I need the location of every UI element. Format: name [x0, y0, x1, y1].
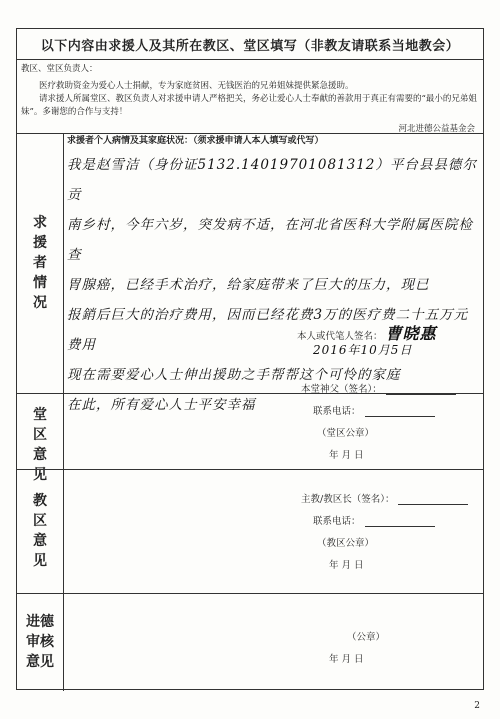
label-column-divider: [63, 133, 64, 691]
divider: [17, 59, 483, 60]
org-name: 河北进德公益基金会: [398, 124, 475, 134]
label-char: 情: [33, 275, 47, 291]
form-frame: [16, 28, 484, 690]
applicant-content: [67, 135, 481, 420]
diocese-phone-field[interactable]: [365, 526, 435, 527]
applicant-date: 2016年10月5日: [313, 343, 413, 357]
hand-line: 现在需要爱心人士伸出援助之手帮帮这个可怜的家庭: [67, 367, 401, 383]
applicant-prompt: 求援者个人病情及其家庭状况：（须求援申请人本人填写或代写）: [67, 136, 324, 146]
handwritten-statement: [67, 150, 481, 420]
intro-para-2: 请求援人所属堂区、教区负责人对求援申请人严格把关，务必让爱心人士奉献的善款用于真正有需要的“最小的兄弟姐妹”。多谢您的合作与支持！: [21, 94, 477, 117]
signature: 曹晓惠: [385, 324, 437, 343]
responsible-label: 教区、堂区负责人：: [21, 64, 98, 74]
bishop-signature-field[interactable]: [398, 504, 468, 505]
label-line: 进德: [26, 614, 54, 630]
label-line: 审核: [26, 634, 54, 650]
intro-para-1: 医疗救助资金为爱心人士捐献，专为家庭贫困、无钱医治的兄弟姐妹提供紧急援助。: [39, 81, 354, 91]
parish-date: 年 月 日: [329, 450, 364, 461]
bishop-label: 主教/教区长（签名）：: [301, 494, 395, 505]
parish-priest-row: [301, 381, 456, 395]
label-char: 求: [33, 215, 47, 231]
phone-label: 联系电话：: [313, 406, 361, 417]
divider: [17, 469, 483, 470]
phone-label: 联系电话：: [313, 516, 361, 527]
label-char: 堂: [33, 407, 47, 423]
diocese-phone-row: [313, 513, 435, 527]
priest-label: 本堂神父（签名）：: [301, 384, 382, 395]
label-char: 意: [33, 447, 47, 463]
diocese-bishop-row: [301, 491, 468, 505]
parish-phone-row: [313, 403, 435, 417]
diocese-date: 年 月 日: [329, 560, 364, 571]
label-char: 区: [33, 513, 47, 529]
diocese-section-label: [17, 469, 63, 593]
jinde-date: 年 月 日: [329, 654, 364, 665]
divider: [17, 133, 483, 134]
label-char: 者: [33, 255, 47, 271]
parish-phone-field[interactable]: [365, 416, 435, 417]
label-char: 区: [33, 427, 47, 443]
label-char: 见: [33, 553, 47, 569]
page-number: 2: [474, 701, 480, 711]
hand-line: 南乡村，今年六岁，突发病不适，在河北省医科大学附属医院检查: [67, 217, 473, 263]
hand-line: 胃腺癌，已经手术治疗，给家庭带来了巨大的压力，现已: [67, 277, 430, 293]
priest-signature-field[interactable]: [386, 394, 456, 395]
label-char: 援: [33, 235, 47, 251]
hand-line: 报銷后巨大的治疗费用，因而已经花费3万的医疗费二十五万元费用: [67, 307, 469, 353]
parish-seal: （堂区公章）: [317, 428, 375, 439]
sign-label: 本人或代笔人签名：: [297, 331, 383, 342]
label-char: 教: [33, 493, 47, 509]
label-char: 见: [33, 467, 47, 483]
jinde-seal: （公章）: [347, 632, 386, 643]
hand-line: 在此，所有爱心人士平安幸福: [67, 397, 256, 413]
diocese-seal: （教区公章）: [317, 538, 375, 549]
hand-line: 我是赵雪洁（身份证5132.14019701081312）平台县县德尔贡: [67, 157, 477, 203]
label-line: 意见: [26, 654, 54, 670]
intro-block: [21, 63, 481, 136]
applicant-section-label: [17, 133, 63, 393]
jinde-section-label: [17, 593, 63, 691]
form-header: 以下内容由求援人及其所在教区、堂区填写（非教友请联系当地教会）: [40, 38, 460, 54]
divider: [17, 593, 483, 594]
label-char: 意: [33, 533, 47, 549]
label-char: 况: [33, 295, 47, 311]
